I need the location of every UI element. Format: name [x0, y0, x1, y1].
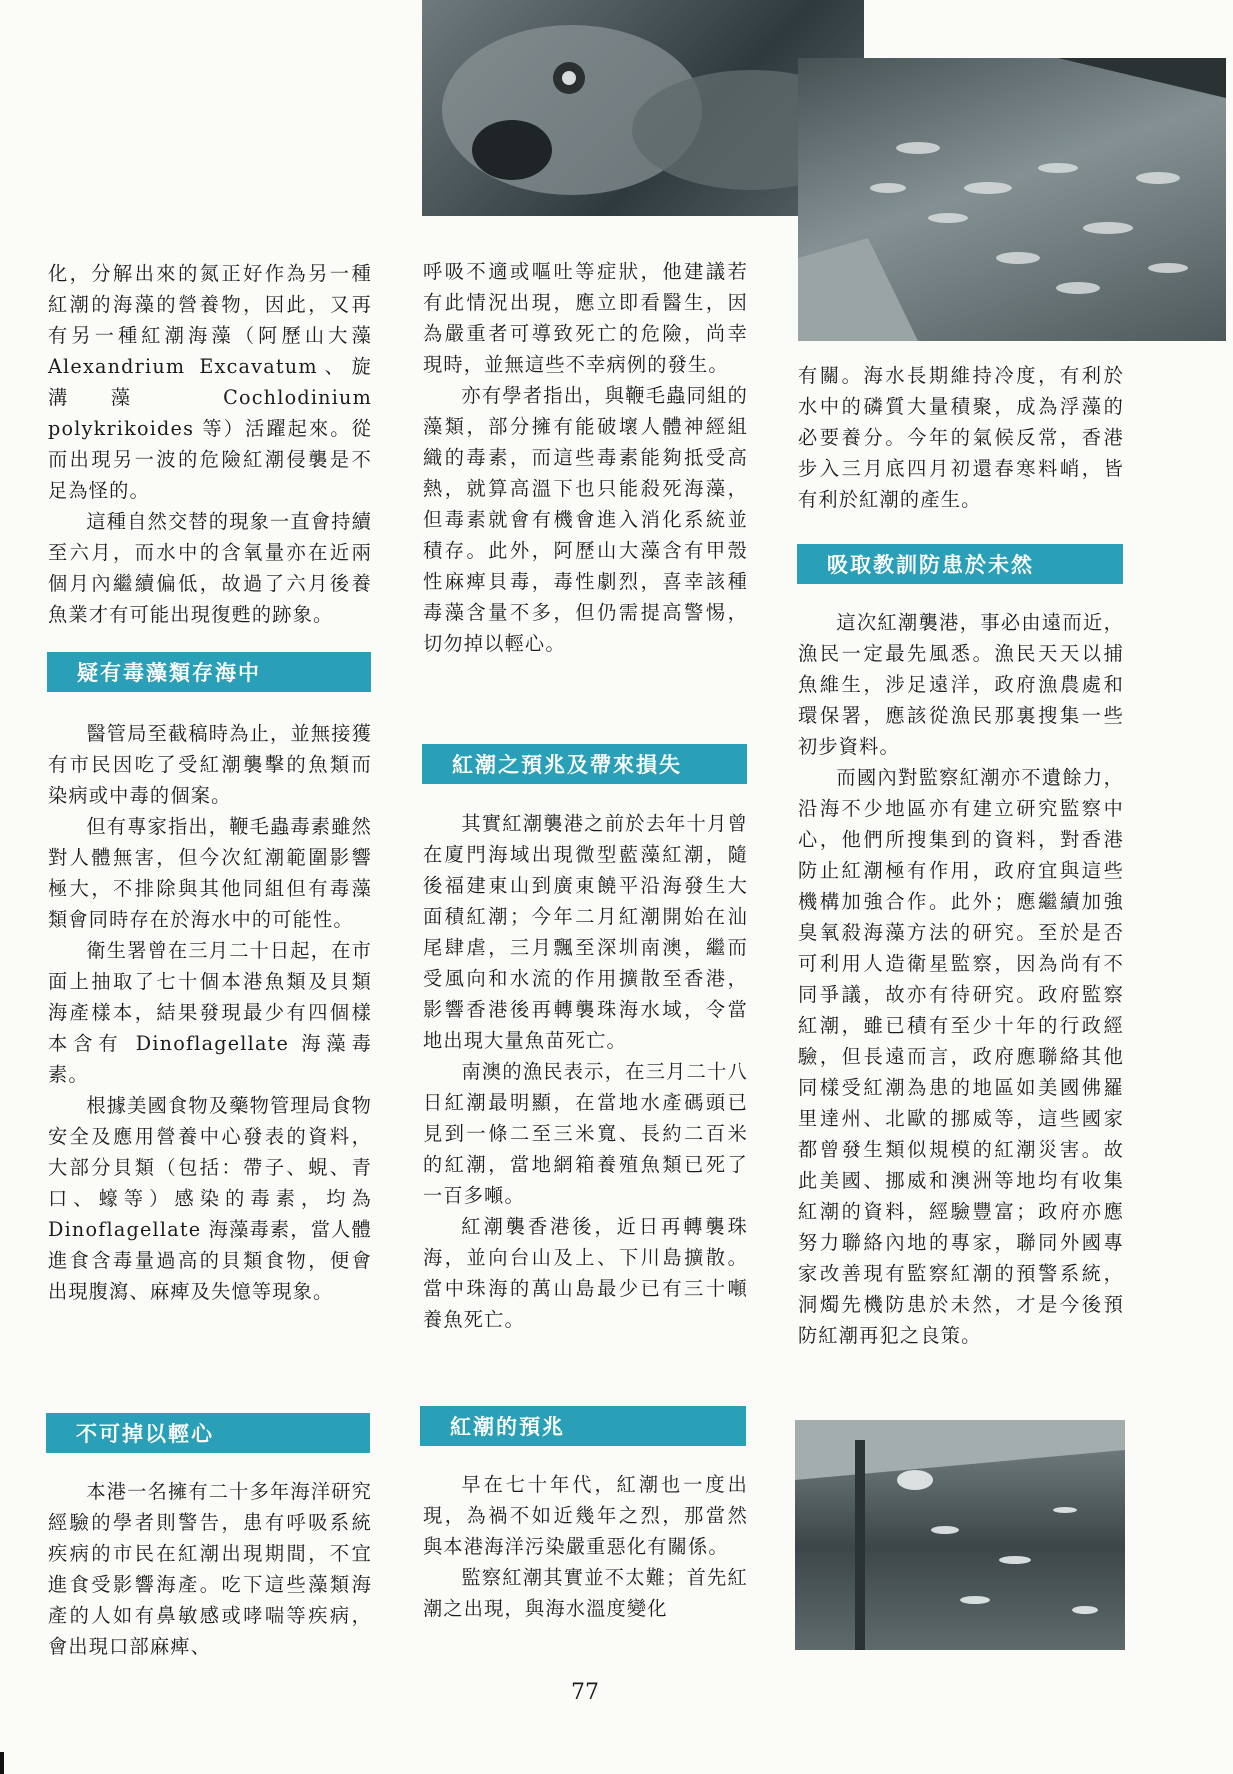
column-2-section-1: [423, 808, 748, 1335]
floating-dead-fish-photo: [795, 1420, 1125, 1650]
column-3-section-1: [798, 607, 1124, 1351]
paragraph: 呼吸不適或嘔吐等症狀，他建議若有此情況出現，應立即看醫生，因為嚴重者可導致死亡的危險，尚幸現時，並無這些不幸病例的發生。: [423, 260, 748, 376]
paragraph: 南澳的漁民表示，在三月二十八日紅潮最明顯，在當地水產碼頭已見到一條二至三米寬、長約二百米的紅潮，當地網箱養殖魚類已死了一百多噸。: [423, 1060, 748, 1207]
paragraph: 其實紅潮襲港之前於去年十月曾在廈門海域出現微型藍藻紅潮，隨後福建東山到廣東饒平沿海發生大面積紅潮；今年二月紅潮開始在汕尾肆虐，三月飄至深圳南澳，繼而受風向和水流的作用擴散至香港，影響香港後再轉襲珠海水域，令當地出現大量魚苗死亡。: [423, 812, 748, 1052]
paragraph: 醫管局至截稿時為止，並無接獲有市民因吃了受紅潮襲擊的魚類而染病或中毒的個案。: [48, 722, 372, 807]
paragraph: 這次紅潮襲港，事必由遠而近，漁民一定最先風悉。漁民天天以捕魚維生，涉足遠洋，政府漁農處和環保署，應該從漁民那裏搜集一些初步資料。: [798, 611, 1124, 758]
paragraph: 本港一名擁有二十多年海洋研究經驗的學者則警告，患有呼吸系統疾病的市民在紅潮出現期間，不宜進食受影響海產。吃下這些藻類海產的人如有鼻敏感或哮喘等疾病，會出現口部麻痺、: [48, 1480, 372, 1658]
section-heading: 紅潮之預兆及帶來損失: [422, 744, 747, 784]
scan-mark: [0, 1752, 4, 1774]
paragraph: 這種自然交替的現象一直會持續至六月，而水中的含氧量亦在近兩個月內繼續偏低，故過了六月後養魚業才有可能出現復甦的跡象。: [48, 510, 372, 626]
section-heading: 吸取教訓防患於未然: [797, 544, 1123, 584]
page-number: 77: [571, 1680, 599, 1705]
paragraph: 亦有學者指出，與鞭毛蟲同組的藻類，部分擁有能破壞人體神經組織的毒素，而這些毒素能夠抵受高熱，就算高溫下也只能殺死海藻，但毒素就會有機會進入消化系統並積存。此外，阿歷山大藻含有甲殼性麻痺貝毒，毒性劇烈，喜幸該種毒藻含量不多，但仍需提高警惕，切勿掉以輕心。: [423, 384, 748, 655]
paragraph: 根據美國食物及藥物管理局食物安全及應用營養中心發表的資料，大部分貝類（包括：帶子、蜆、青口、蠔等）感染的毒素，均為 Dinoflagellate 海藻毒素，當人體進食含毒量過高的貝類食物，便會出現腹瀉、麻痺及失憶等現象。: [48, 1094, 372, 1303]
column-1-section-2: [48, 1476, 372, 1662]
section-heading: 疑有毒藻類存海中: [47, 652, 371, 692]
paragraph: 而國內對監察紅潮亦不遺餘力，沿海不少地區亦有建立研究監察中心，他們所搜集到的資料，對香港防止紅潮極有作用，政府宜與這些機構加強合作。此外；應繼續加強臭氧殺海藻方法的研究。至於是否可利用人造衛星監察，因為尚有不同爭議，故亦有待研究。政府監察紅潮，雖已積有至少十年的行政經驗，但長遠而言，政府應聯絡其他同樣受紅潮為患的地區如美國佛羅里達州、北歐的挪威等，這些國家都曾發生類似規模的紅潮災害。故此美國、挪威和澳洲等地均有收集紅潮的資料，經驗豐富；政府亦應努力聯絡內地的專家，聯同外國專家改善現有監察紅潮的預警系統，洞燭先機防患於未然，才是今後預防紅潮再犯之良策。: [798, 766, 1124, 1347]
column-2-section-2: [423, 1469, 748, 1624]
paragraph: 化，分解出來的氮正好作為另一種紅潮的海藻的營養物，因此，又再有另一種紅潮海藻（阿歷山大藻 Alexandrium Excavatum、旋溝藻 Cochlodinium polykrikoides 等）活躍起來。從而出現另一波的危險紅潮侵襲是不足為怪的。: [48, 262, 372, 502]
fish-cage-photo: [798, 58, 1226, 341]
paragraph: 衛生署曾在三月二十日起，在市面上抽取了七十個本港魚類及貝類海產樣本，結果發現最少有四個樣本含有 Dinoflagellate 海藻毒素。: [48, 939, 372, 1086]
column-1-section-1: [48, 718, 372, 1307]
section-heading: 紅潮的預兆: [420, 1406, 746, 1446]
paragraph: 有關。海水長期維持冷度，有利於水中的磷質大量積聚，成為浮藻的必要養分。今年的氣候反常，香港步入三月底四月初還春寒料峭，皆有利於紅潮的產生。: [798, 364, 1124, 511]
column-3: [798, 360, 1124, 515]
paragraph: 紅潮襲香港後，近日再轉襲珠海，並向台山及上、下川島擴散。當中珠海的萬山島最少已有三十噸養魚死亡。: [423, 1215, 748, 1331]
section-heading: 不可掉以輕心: [46, 1413, 370, 1453]
paragraph: 早在七十年代，紅潮也一度出現，為禍不如近幾年之烈，那當然與本港海洋污染嚴重惡化有關係。: [423, 1473, 748, 1558]
column-1: [48, 258, 372, 630]
paragraph: 但有專家指出，鞭毛蟲毒素雖然對人體無害，但今次紅潮範圍影響極大，不排除與其他同組但有毒藻類會同時存在於海水中的可能性。: [48, 815, 372, 931]
column-2: [423, 256, 748, 659]
paragraph: 監察紅潮其實並不太難；首先紅潮之出現，與海水溫度變化: [423, 1566, 748, 1620]
